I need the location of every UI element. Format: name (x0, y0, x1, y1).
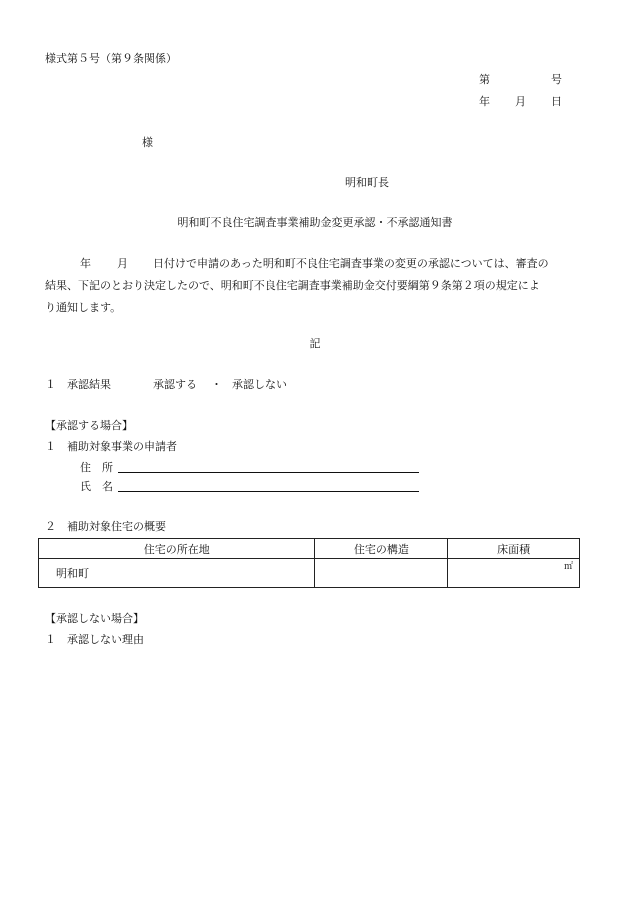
date-month-label: 月 (515, 95, 526, 108)
name-label: 氏 名 (80, 480, 113, 493)
address-label: 住 所 (80, 461, 113, 474)
cell-floor-area (448, 559, 580, 588)
document-number-suffix: 号 (551, 73, 562, 86)
form-number: 様式第５号（第９条関係） (45, 52, 177, 65)
applicant-item: １ 補助対象事業の申請者 (45, 440, 177, 453)
body-line-3: り通知します。 (45, 301, 122, 314)
result-label: １ 承認結果 (45, 378, 111, 391)
housing-summary-table (38, 538, 580, 588)
rejection-reason-item: １ 承認しない理由 (45, 633, 144, 646)
issuer-name: 明和町長 (345, 176, 389, 189)
address-underline (118, 472, 419, 473)
table-row (39, 559, 580, 588)
name-underline (118, 491, 419, 492)
area-unit: ㎡ (563, 562, 573, 572)
ki-heading: 記 (309, 337, 321, 350)
date-year-label: 年 (479, 95, 490, 108)
result-reject: 承認しない (232, 378, 287, 391)
date-day-label: 日 (551, 95, 562, 108)
housing-summary-item: ２ 補助対象住宅の概要 (45, 520, 166, 533)
header-floor-area: 床面積 (448, 539, 580, 559)
body-date-year: 年 (80, 257, 91, 270)
result-approve: 承認する (153, 378, 197, 391)
document-title: 明和町不良住宅調査事業補助金変更承認・不承認通知書 (177, 216, 453, 229)
cell-location: 明和町 (39, 559, 315, 588)
document-number-label: 第 (479, 73, 490, 86)
result-separator: ・ (211, 378, 222, 391)
rejected-case-heading: 【承認しない場合】 (45, 612, 144, 625)
table-header-row (39, 539, 580, 559)
body-line-2: 結果、下記のとおり決定したので、明和町不良住宅調査事業補助金交付要綱第９条第２項の規定によ (45, 279, 540, 292)
addressee-suffix: 様 (142, 136, 153, 149)
header-location: 住宅の所在地 (39, 539, 315, 559)
approved-case-heading: 【承認する場合】 (45, 419, 133, 432)
cell-structure (315, 559, 448, 588)
header-structure: 住宅の構造 (315, 539, 448, 559)
body-line-1: 日付けで申請のあった明和町不良住宅調査事業の変更の承認については、審査の (153, 257, 549, 270)
body-date-month: 月 (117, 257, 128, 270)
